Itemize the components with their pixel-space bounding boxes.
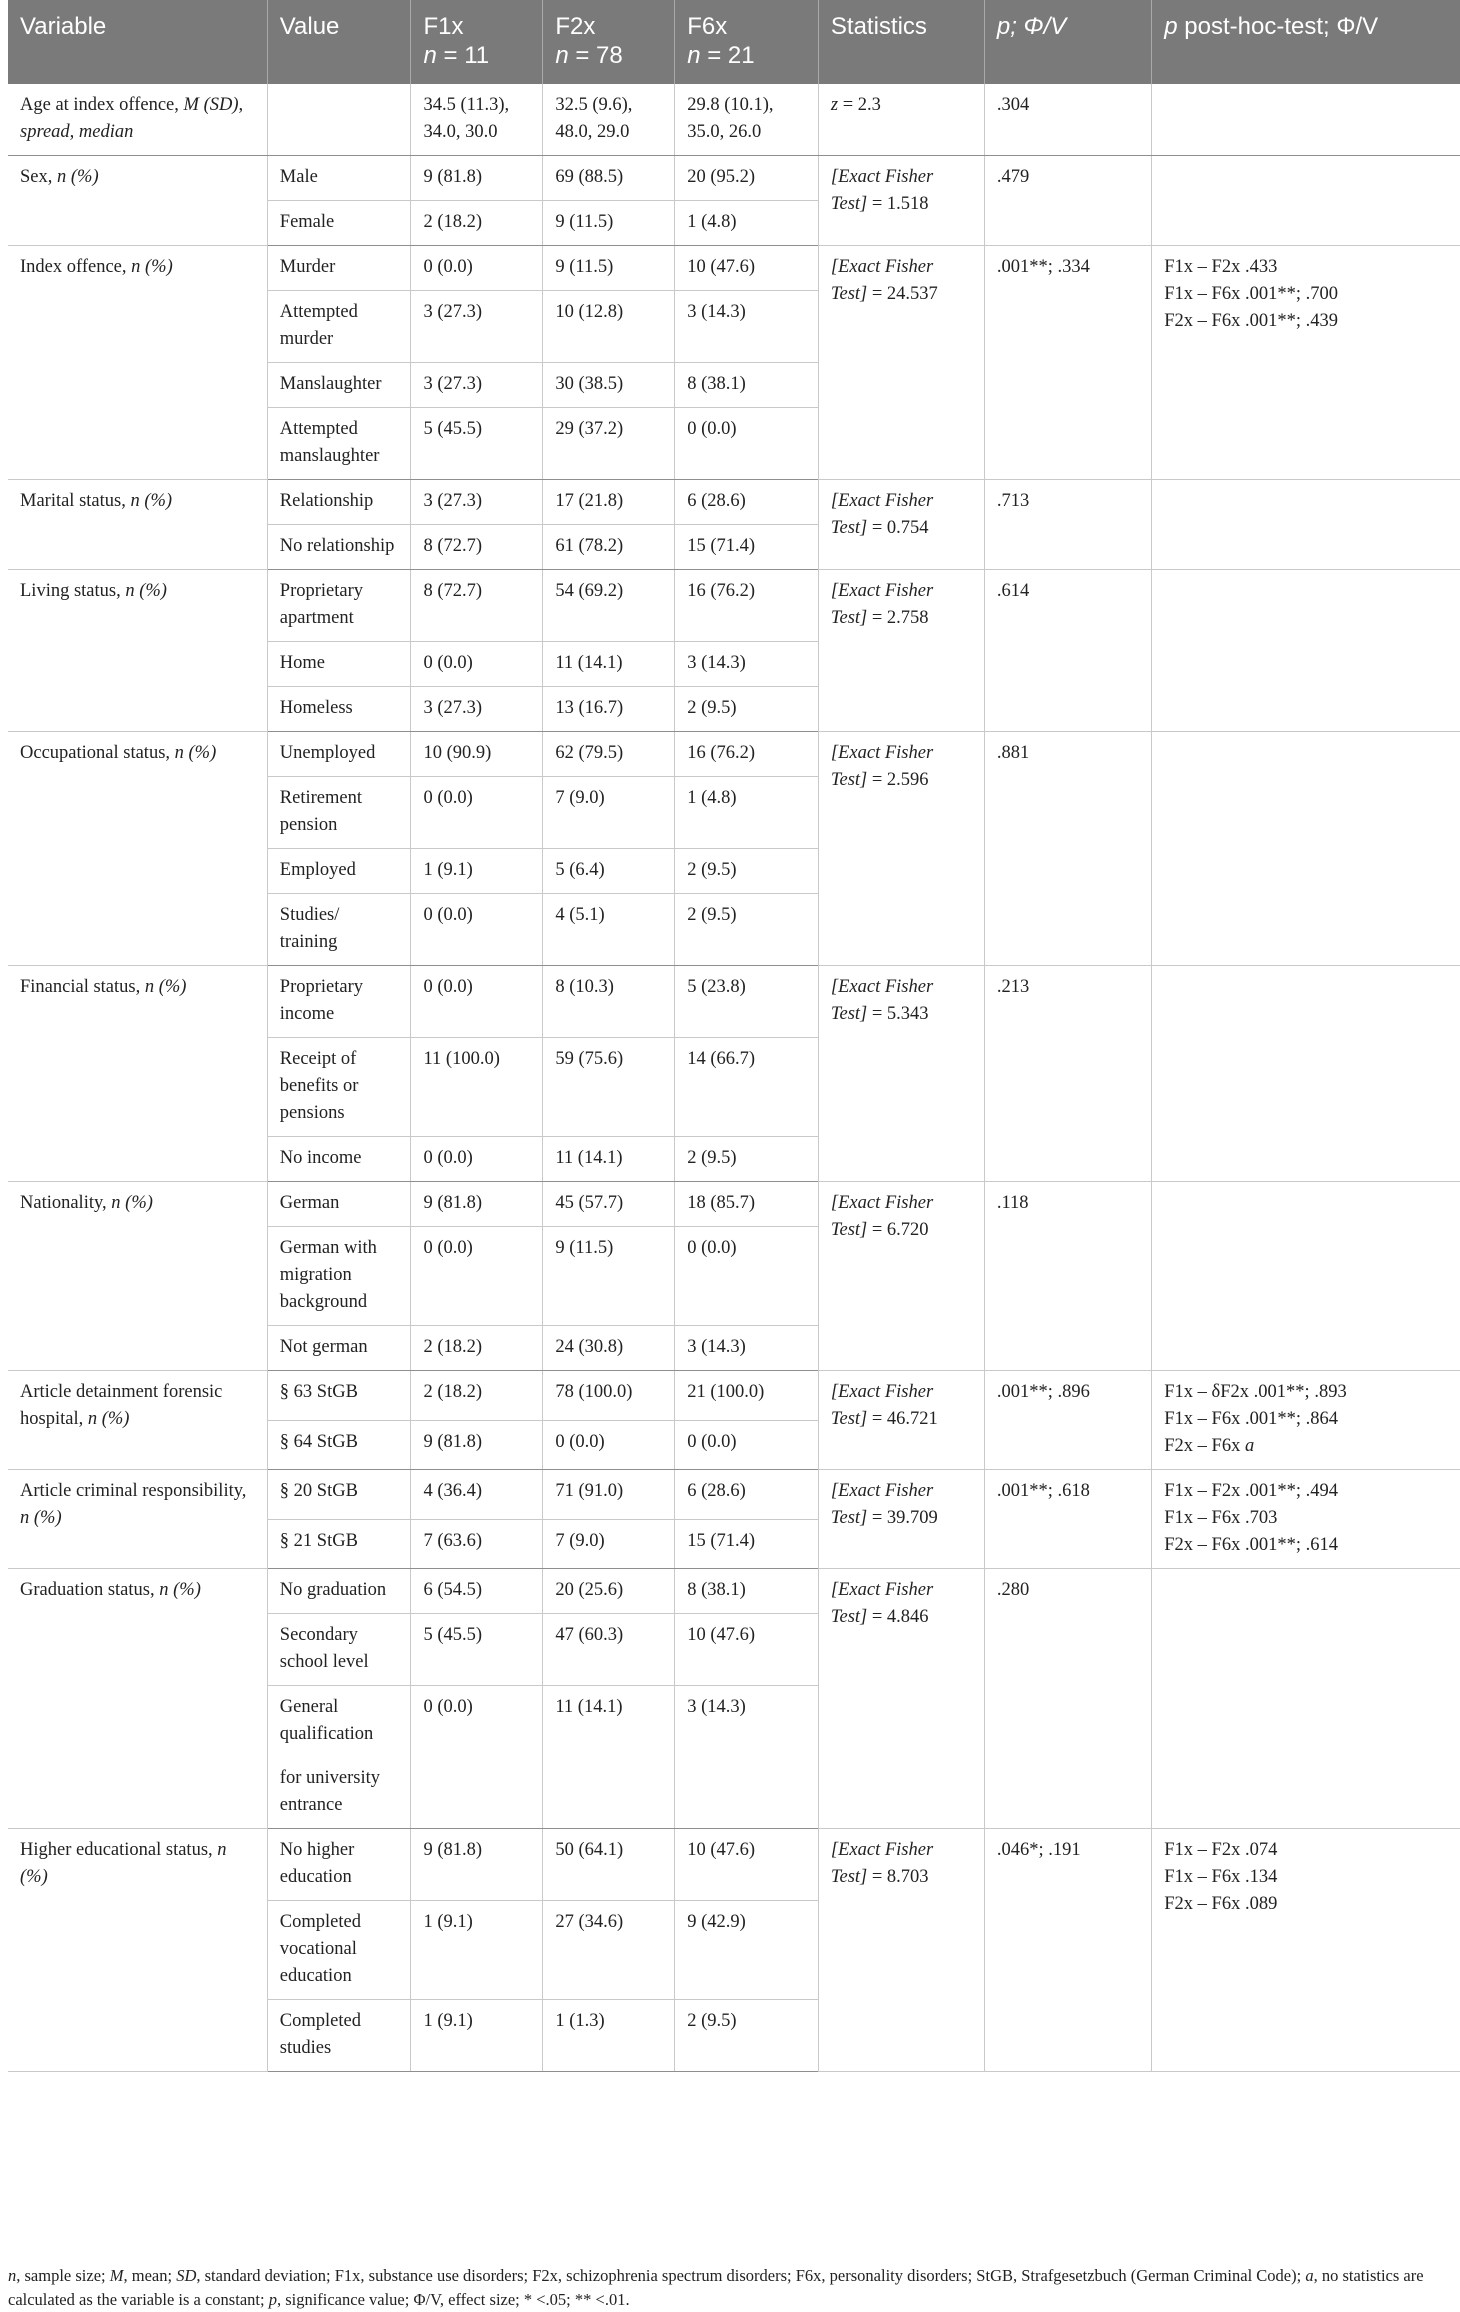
value-cell <box>267 84 411 156</box>
demographics-table <box>8 0 1460 2072</box>
f6x-cell: 1 (4.8) <box>675 777 819 849</box>
value-cell: Murder <box>267 246 411 291</box>
table-row <box>8 1182 1460 1227</box>
p-cell: .479 <box>984 156 1151 246</box>
table-row <box>8 1829 1460 1901</box>
table-row <box>8 1569 1460 1614</box>
table-row <box>8 480 1460 525</box>
value-cell: No income <box>267 1137 411 1182</box>
f1x-cell: 9 (81.8) <box>411 1182 543 1227</box>
f2x-cell: 9 (11.5) <box>543 1227 675 1326</box>
value-cell: Female <box>267 201 411 246</box>
table-row <box>8 732 1460 777</box>
f1x-cell: 8 (72.7) <box>411 525 543 570</box>
f6x-cell <box>675 1757 819 1829</box>
variable-cell: Living status, n (%) <box>8 570 267 732</box>
f6x-cell: 0 (0.0) <box>675 1420 819 1470</box>
posthoc-cell: F1x – F2x .433 F1x – F6x .001**; .700 F2x – F6x .001**; .439 <box>1152 246 1460 480</box>
f6x-cell: 29.8 (10.1), 35.0, 26.0 <box>675 84 819 156</box>
f1x-cell: 11 (100.0) <box>411 1038 543 1137</box>
variable-cell: Occupational status, n (%) <box>8 732 267 966</box>
variable-cell: Age at index offence, M (SD), spread, median <box>8 84 267 156</box>
f6x-cell: 0 (0.0) <box>675 1227 819 1326</box>
value-cell: Male <box>267 156 411 201</box>
f1x-cell: 8 (72.7) <box>411 570 543 642</box>
f1x-cell: 3 (27.3) <box>411 480 543 525</box>
value-cell: Completed studies <box>267 2000 411 2072</box>
f6x-cell: 2 (9.5) <box>675 687 819 732</box>
statistics-cell: [Exact Fisher Test] = 4.846 <box>818 1569 984 1829</box>
value-cell: § 64 StGB <box>267 1420 411 1470</box>
f2x-cell: 13 (16.7) <box>543 687 675 732</box>
header-f1x: F1x n = 11 <box>411 0 543 84</box>
f1x-cell: 1 (9.1) <box>411 2000 543 2072</box>
f6x-cell: 9 (42.9) <box>675 1901 819 2000</box>
f2x-cell: 29 (37.2) <box>543 408 675 480</box>
f1x-cell: 0 (0.0) <box>411 777 543 849</box>
posthoc-cell: F1x – F2x .074 F1x – F6x .134 F2x – F6x .089 <box>1152 1829 1460 2072</box>
value-cell: German <box>267 1182 411 1227</box>
f2x-cell: 27 (34.6) <box>543 1901 675 2000</box>
f1x-cell: 1 (9.1) <box>411 1901 543 2000</box>
f1x-cell: 9 (81.8) <box>411 156 543 201</box>
table-row <box>8 156 1460 201</box>
f2x-cell: 11 (14.1) <box>543 1137 675 1182</box>
posthoc-cell <box>1152 480 1460 570</box>
f2x-cell: 0 (0.0) <box>543 1420 675 1470</box>
value-cell: No higher education <box>267 1829 411 1901</box>
statistics-cell: [Exact Fisher Test] = 24.537 <box>818 246 984 480</box>
value-cell: Attempted murder <box>267 291 411 363</box>
value-cell: German with migration background <box>267 1227 411 1326</box>
p-cell: .713 <box>984 480 1151 570</box>
f6x-cell: 2 (9.5) <box>675 1137 819 1182</box>
f1x-cell: 4 (36.4) <box>411 1470 543 1520</box>
f2x-cell: 9 (11.5) <box>543 201 675 246</box>
f2x-cell: 20 (25.6) <box>543 1569 675 1614</box>
value-cell: Attempted manslaughter <box>267 408 411 480</box>
variable-cell: Nationality, n (%) <box>8 1182 267 1371</box>
f6x-cell: 10 (47.6) <box>675 1614 819 1686</box>
f2x-cell: 17 (21.8) <box>543 480 675 525</box>
f2x-cell: 1 (1.3) <box>543 2000 675 2072</box>
p-cell: .001**; .334 <box>984 246 1151 480</box>
table-row <box>8 1371 1460 1421</box>
f1x-cell: 0 (0.0) <box>411 1137 543 1182</box>
header-p: p; Φ/V <box>984 0 1151 84</box>
f1x-cell: 5 (45.5) <box>411 408 543 480</box>
f2x-cell: 7 (9.0) <box>543 777 675 849</box>
f6x-cell: 18 (85.7) <box>675 1182 819 1227</box>
f2x-cell: 24 (30.8) <box>543 1326 675 1371</box>
f6x-cell: 14 (66.7) <box>675 1038 819 1137</box>
f6x-cell: 3 (14.3) <box>675 1326 819 1371</box>
f6x-cell: 15 (71.4) <box>675 525 819 570</box>
f2x-cell <box>543 1757 675 1829</box>
f2x-cell: 61 (78.2) <box>543 525 675 570</box>
posthoc-cell: F1x – F2x .001**; .494 F1x – F6x .703 F2x – F6x .001**; .614 <box>1152 1470 1460 1569</box>
f6x-cell: 10 (47.6) <box>675 246 819 291</box>
f6x-cell: 2 (9.5) <box>675 2000 819 2072</box>
p-cell: .280 <box>984 1569 1151 1829</box>
f1x-cell: 0 (0.0) <box>411 246 543 291</box>
table-footnote: n, sample size; M, mean; SD, standard deviation; F1x, substance use disorders; F2x, schizophrenia spectrum disorders; F6x, personality disorders; StGB, Strafgesetzbuch (German Criminal Code); a, no statistics are calculated as the variable is a constant; p, significance value; Φ/V, effect size; * <.05; ** <.01. <box>8 2266 1424 2309</box>
variable-cell: Marital status, n (%) <box>8 480 267 570</box>
variable-cell: Index offence, n (%) <box>8 246 267 480</box>
f1x-cell: 3 (27.3) <box>411 363 543 408</box>
variable-cell: Sex, n (%) <box>8 156 267 246</box>
value-cell: Manslaughter <box>267 363 411 408</box>
f1x-cell: 0 (0.0) <box>411 966 543 1038</box>
f1x-cell: 9 (81.8) <box>411 1420 543 1470</box>
f1x-cell: 0 (0.0) <box>411 642 543 687</box>
value-cell: Unemployed <box>267 732 411 777</box>
statistics-cell: [Exact Fisher Test] = 46.721 <box>818 1371 984 1470</box>
header-variable: Variable <box>8 0 267 84</box>
f1x-cell: 0 (0.0) <box>411 894 543 966</box>
p-cell: .118 <box>984 1182 1151 1371</box>
p-cell: .213 <box>984 966 1151 1182</box>
f2x-cell: 47 (60.3) <box>543 1614 675 1686</box>
f2x-cell: 11 (14.1) <box>543 1686 675 1758</box>
f2x-cell: 54 (69.2) <box>543 570 675 642</box>
f1x-cell: 1 (9.1) <box>411 849 543 894</box>
value-cell: Proprietary income <box>267 966 411 1038</box>
value-cell: Employed <box>267 849 411 894</box>
table-row <box>8 246 1460 291</box>
f1x-cell: 5 (45.5) <box>411 1614 543 1686</box>
value-cell: Retirement pension <box>267 777 411 849</box>
f1x-cell: 0 (0.0) <box>411 1227 543 1326</box>
f2x-cell: 9 (11.5) <box>543 246 675 291</box>
variable-cell: Article criminal responsibility, n (%) <box>8 1470 267 1569</box>
header-value: Value <box>267 0 411 84</box>
statistics-cell: [Exact Fisher Test] = 2.758 <box>818 570 984 732</box>
posthoc-cell <box>1152 156 1460 246</box>
f1x-cell: 3 (27.3) <box>411 291 543 363</box>
f6x-cell: 1 (4.8) <box>675 201 819 246</box>
f1x-cell <box>411 1757 543 1829</box>
f6x-cell: 8 (38.1) <box>675 1569 819 1614</box>
f2x-cell: 69 (88.5) <box>543 156 675 201</box>
p-cell: .881 <box>984 732 1151 966</box>
statistics-cell: [Exact Fisher Test] = 0.754 <box>818 480 984 570</box>
statistics-cell: z = 2.3 <box>818 84 984 156</box>
value-cell: General qualification <box>267 1686 411 1758</box>
f2x-cell: 71 (91.0) <box>543 1470 675 1520</box>
f6x-cell: 2 (9.5) <box>675 849 819 894</box>
table-header-row <box>8 0 1460 84</box>
f6x-cell: 6 (28.6) <box>675 1470 819 1520</box>
statistics-cell: [Exact Fisher Test] = 2.596 <box>818 732 984 966</box>
posthoc-cell <box>1152 966 1460 1182</box>
statistics-cell: [Exact Fisher Test] = 8.703 <box>818 1829 984 2072</box>
f6x-cell: 6 (28.6) <box>675 480 819 525</box>
table-row <box>8 84 1460 156</box>
variable-cell: Graduation status, n (%) <box>8 1569 267 1829</box>
f1x-cell: 2 (18.2) <box>411 201 543 246</box>
f6x-cell: 21 (100.0) <box>675 1371 819 1421</box>
posthoc-cell: F1x – δF2x .001**; .893 F1x – F6x .001**; .864 F2x – F6x a <box>1152 1371 1460 1470</box>
header-f2x: F2x n = 78 <box>543 0 675 84</box>
value-cell: No graduation <box>267 1569 411 1614</box>
f2x-cell: 50 (64.1) <box>543 1829 675 1901</box>
posthoc-cell <box>1152 1182 1460 1371</box>
f1x-cell: 9 (81.8) <box>411 1829 543 1901</box>
statistics-cell: [Exact Fisher Test] = 39.709 <box>818 1470 984 1569</box>
value-cell: Home <box>267 642 411 687</box>
f6x-cell: 15 (71.4) <box>675 1519 819 1569</box>
f1x-cell: 7 (63.6) <box>411 1519 543 1569</box>
f2x-cell: 4 (5.1) <box>543 894 675 966</box>
posthoc-cell <box>1152 570 1460 732</box>
value-cell: Proprietary apartment <box>267 570 411 642</box>
f1x-cell: 2 (18.2) <box>411 1371 543 1421</box>
f6x-cell: 16 (76.2) <box>675 732 819 777</box>
variable-cell: Higher educational status, n (%) <box>8 1829 267 2072</box>
value-cell: Relationship <box>267 480 411 525</box>
p-cell: .304 <box>984 84 1151 156</box>
variable-cell: Financial status, n (%) <box>8 966 267 1182</box>
f2x-cell: 32.5 (9.6), 48.0, 29.0 <box>543 84 675 156</box>
f2x-cell: 8 (10.3) <box>543 966 675 1038</box>
value-cell: Not german <box>267 1326 411 1371</box>
f2x-cell: 59 (75.6) <box>543 1038 675 1137</box>
f2x-cell: 62 (79.5) <box>543 732 675 777</box>
p-cell: .046*; .191 <box>984 1829 1151 2072</box>
f2x-cell: 10 (12.8) <box>543 291 675 363</box>
header-statistics: Statistics <box>818 0 984 84</box>
f6x-cell: 2 (9.5) <box>675 894 819 966</box>
value-cell: Receipt of benefits or pensions <box>267 1038 411 1137</box>
f6x-cell: 3 (14.3) <box>675 1686 819 1758</box>
header-f6x: F6x n = 21 <box>675 0 819 84</box>
value-cell: Homeless <box>267 687 411 732</box>
table-row <box>8 570 1460 642</box>
value-cell: Completed vocational education <box>267 1901 411 2000</box>
f6x-cell: 3 (14.3) <box>675 642 819 687</box>
table-row <box>8 1470 1460 1520</box>
f6x-cell: 0 (0.0) <box>675 408 819 480</box>
statistics-cell: [Exact Fisher Test] = 6.720 <box>818 1182 984 1371</box>
f6x-cell: 16 (76.2) <box>675 570 819 642</box>
f1x-cell: 6 (54.5) <box>411 1569 543 1614</box>
value-cell: § 21 StGB <box>267 1519 411 1569</box>
variable-cell: Article detainment forensic hospital, n (%) <box>8 1371 267 1470</box>
f2x-cell: 30 (38.5) <box>543 363 675 408</box>
f6x-cell: 10 (47.6) <box>675 1829 819 1901</box>
header-posthoc: p post-hoc-test; Φ/V <box>1152 0 1460 84</box>
value-cell: § 20 StGB <box>267 1470 411 1520</box>
value-cell: for university entrance <box>267 1757 411 1829</box>
value-cell: § 63 StGB <box>267 1371 411 1421</box>
posthoc-cell <box>1152 1569 1460 1829</box>
f6x-cell: 20 (95.2) <box>675 156 819 201</box>
value-cell: Studies/ training <box>267 894 411 966</box>
f2x-cell: 7 (9.0) <box>543 1519 675 1569</box>
f1x-cell: 2 (18.2) <box>411 1326 543 1371</box>
statistics-cell: [Exact Fisher Test] = 1.518 <box>818 156 984 246</box>
f1x-cell: 10 (90.9) <box>411 732 543 777</box>
f2x-cell: 11 (14.1) <box>543 642 675 687</box>
p-cell: .614 <box>984 570 1151 732</box>
f1x-cell: 3 (27.3) <box>411 687 543 732</box>
p-cell: .001**; .896 <box>984 1371 1151 1470</box>
f2x-cell: 5 (6.4) <box>543 849 675 894</box>
f1x-cell: 0 (0.0) <box>411 1686 543 1758</box>
f6x-cell: 8 (38.1) <box>675 363 819 408</box>
statistics-cell: [Exact Fisher Test] = 5.343 <box>818 966 984 1182</box>
posthoc-cell <box>1152 84 1460 156</box>
table-row <box>8 966 1460 1038</box>
value-cell: No relationship <box>267 525 411 570</box>
f6x-cell: 3 (14.3) <box>675 291 819 363</box>
value-cell: Secondary school level <box>267 1614 411 1686</box>
f2x-cell: 45 (57.7) <box>543 1182 675 1227</box>
f1x-cell: 34.5 (11.3), 34.0, 30.0 <box>411 84 543 156</box>
f6x-cell: 5 (23.8) <box>675 966 819 1038</box>
posthoc-cell <box>1152 732 1460 966</box>
f2x-cell: 78 (100.0) <box>543 1371 675 1421</box>
p-cell: .001**; .618 <box>984 1470 1151 1569</box>
